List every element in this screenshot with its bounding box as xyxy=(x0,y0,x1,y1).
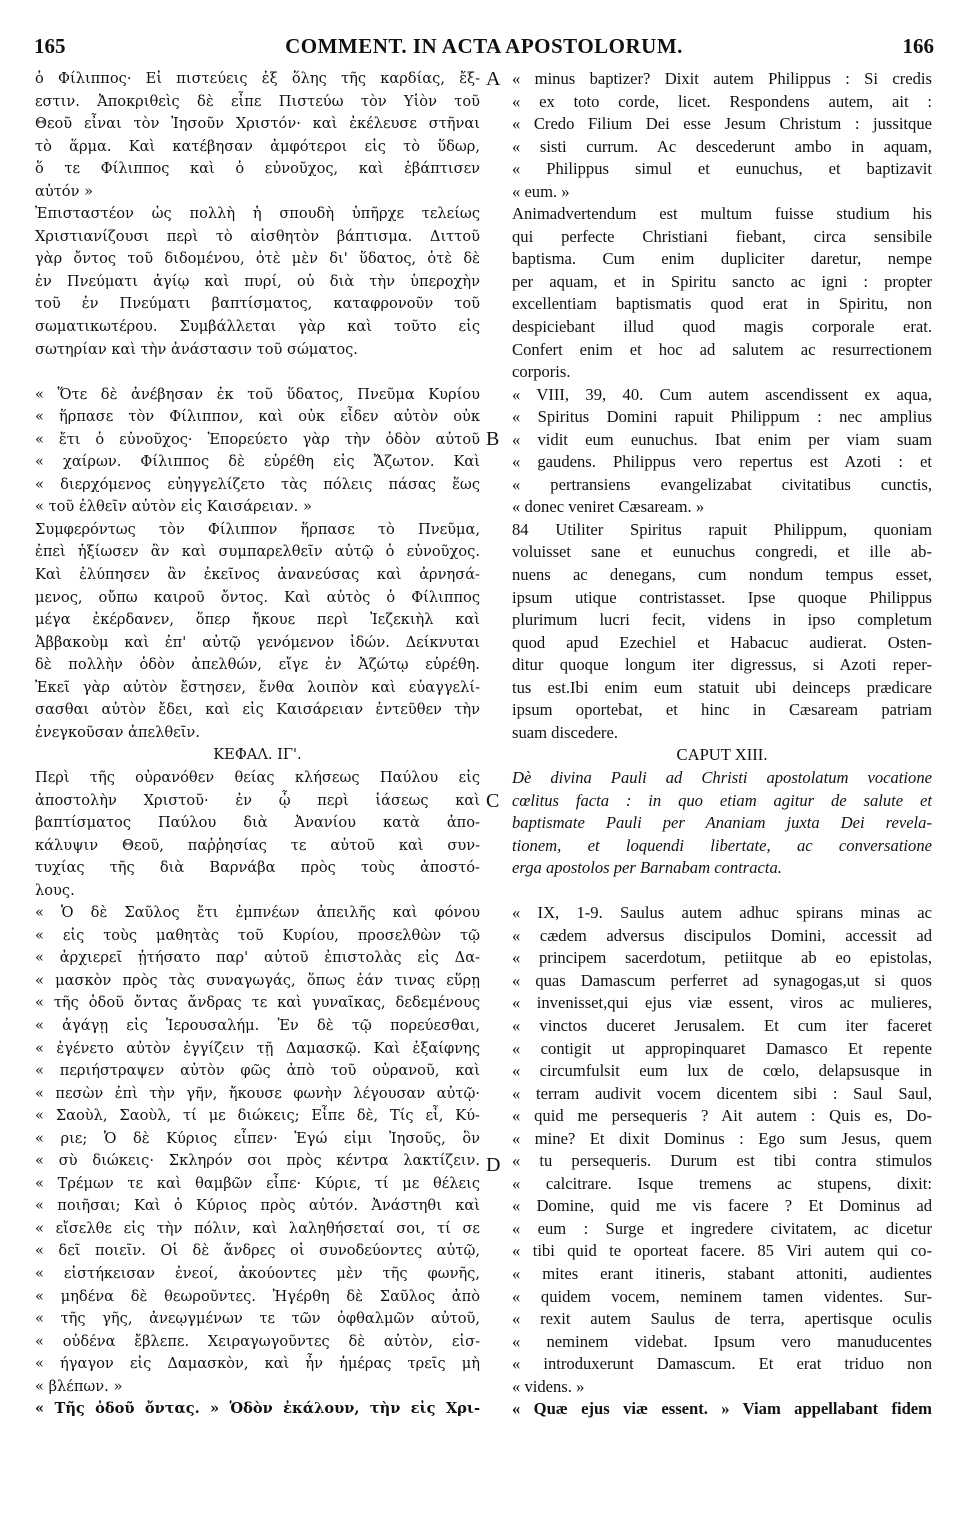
text-line: « cædem adversus discipulos Domini, accessit ad xyxy=(512,925,932,945)
text-line: « σὺ διώκεις· Σκληρόν σοι πρὸς κέντρα λακτίζειν. xyxy=(35,1152,480,1170)
text-line: « VIII, 39, 40. Cum autem ascendissent ex aqua, xyxy=(512,384,932,404)
text-line: excellentiam baptismatis quod erat in Spiritu, non xyxy=(512,294,932,314)
text-line: « circumfulsit eum lux de cœlo, delapsusque in xyxy=(512,1061,932,1081)
text-line: voluisset sane et eunuchus congredi, et ille ab- xyxy=(512,542,932,562)
text-line: « Ὁ δὲ Σαῦλος ἔτι ἐμπνέων ἀπειλῆς καὶ φόνου xyxy=(35,904,480,922)
text-line: « ἥρπασε τὸν Φίλιππον, καὶ οὐκ εἶδεν αὐτὸν οὐκ xyxy=(35,408,480,426)
text-line: « εἱστήκεισαν ἐνεοί, ἀκούοντες μὲν τῆς φωνῆς, xyxy=(35,1264,480,1282)
text-line: Ἐπισταστέον ὡς πολλὴ ἡ σπουδὴ ὑπῆρχε τελείως xyxy=(35,205,480,223)
text-line: « δεῖ ποιεῖν. Οἱ δὲ ἄνδρες οἱ συνοδεύοντες αὐτῷ, xyxy=(35,1242,480,1260)
text-line: « neminem videbat. Ipsum vero manuducentes xyxy=(512,1331,932,1351)
text-line: « terram audivit vocem dicentem sibi : Saul Saul, xyxy=(512,1083,932,1103)
text-line: « Spiritus Domini rapuit Philippum : nec amplius xyxy=(512,407,932,427)
text-line: « ριε; Ὁ δὲ Κύριος εἶπεν· Ἐγώ εἰμι Ἰησοῦς, ὃν xyxy=(35,1129,480,1147)
text-line: « Ὅτε δὲ ἀνέβησαν ἐκ τοῦ ὕδατος, Πνεῦμα Κυρίου xyxy=(35,385,480,403)
text-line: « Domine, quid me vis facere ? Et Dominus ad xyxy=(512,1196,932,1216)
text-line: Ἀββακοὺμ καὶ ἐπ' αὐτῷ γενόμενον ἰδών. Δείκνυται xyxy=(35,633,480,651)
text-line: Καὶ ἐλύπησεν ἂν ἐκεῖνος ἀνανεύσας καὶ ἀρνησά- xyxy=(35,566,480,584)
text-line: Περὶ τῆς οὐρανόθεν θείας κλήσεως Παύλου εἰς xyxy=(35,768,480,786)
text-line: per aquam, et in Spiritu sancto ac igni : propter xyxy=(512,271,932,291)
text-line: « βλέπων. » xyxy=(35,1377,123,1395)
text-line: « οὐδένα ἔβλεπε. Χειραγωγοῦντες δὲ αὐτὸν, εἰσ- xyxy=(35,1332,480,1350)
chapter-summary-line: cœlitus facta : in quo etiam agitur de salute et xyxy=(512,790,932,810)
running-title: COMMENT. IN ACTA APOSTOLORUM. xyxy=(285,34,683,58)
running-header xyxy=(34,34,934,68)
text-line: « rexit autem Saulus de terra, apertisque oculis xyxy=(512,1309,932,1329)
text-line: « Credo Filium Dei esse Jesum Christum : jussitque xyxy=(512,114,932,134)
text-line: « videns. » xyxy=(512,1376,585,1396)
text-line: qui perfecte Christiani fiebant, circa sensibile xyxy=(512,226,932,246)
text-line: Χριστιανίζουσι περὶ τὸ αἰσθητὸν βάπτισμα. Διττοῦ xyxy=(35,227,480,245)
text-line: nuens ac denegans, cum nondum tempus esset, xyxy=(512,565,932,585)
text-line: « Σαοὺλ, Σαοὺλ, τί με διώκεις; Εἶπε δὲ, Τίς εἶ, Κύ- xyxy=(35,1107,480,1125)
text-line: κάλυψιν Θεοῦ, παῤῥησίας τε αὐτοῦ καὶ συν- xyxy=(35,836,480,854)
text-line: ἐν Πνεύματι ἁγίῳ καὶ πυρί, οὐ διὰ τὴν ὑπεροχὴν xyxy=(35,272,480,290)
chapter-summary-line: baptismate Pauli per Ananiam juxta Dei revela- xyxy=(512,813,932,833)
text-line: « εἴσελθε εἰς τὴν πόλιν, καὶ λαληθήσεταί σοι, τί σε xyxy=(35,1219,480,1237)
text-line: « principem sacerdotum, petiitque ab eo epistolas, xyxy=(512,948,932,968)
text-line: « ἐγένετο αὐτὸν ἐγγίζειν τῇ Δαμασκῷ. Καὶ ἐξαίφνης xyxy=(35,1039,480,1057)
text-line: « quidem vocem, neminem tamen videntes. Sur- xyxy=(512,1286,932,1306)
text-line: « Τρέμων τε καὶ θαμβῶν εἶπε· Κύριε, τί με θέλεις xyxy=(35,1174,480,1192)
text-line: « pertransiens evangelizabat civitatibus cunctis, xyxy=(512,474,932,494)
text-line: tus est.Ibi enim eum statuit ubi deinceps prædicare xyxy=(512,677,932,697)
margin-letter-c: C xyxy=(486,790,500,812)
text-line: « minus baptizer? Dixit autem Philippus : Si credis xyxy=(512,69,932,88)
text-line: Θεοῦ εἶναι τὸν Ἰησοῦν Χριστόν· καὶ ἐκέλευσε στῆναι xyxy=(35,115,480,133)
text-line: 84 Utiliter Spiritus rapuit Philippum, quoniam xyxy=(512,519,932,539)
text-line: « mites erant itineris, stabant attoniti, audientes xyxy=(512,1263,932,1283)
text-line: « τῆς γῆς, ἀνεῳγμένων τε τῶν ὀφθαλμῶν αὐτοῦ, xyxy=(35,1310,480,1328)
text-line: « ἔτι ὁ εὐνοῦχος· Ἐπορεύετο γὰρ τὴν ὁδὸν αὐτοῦ xyxy=(35,430,480,448)
text-line: « invenisset,qui ejus viæ essent, viros ac mulieres, xyxy=(512,993,932,1013)
text-line: « διερχόμενος εὐηγγελίζετο τὰς πόλεις πάσας ἕως xyxy=(35,475,480,493)
text-line: « τῆς ὁδοῦ ὄντας ἄνδρας τε καὶ γυναῖκας, δεδεμένους xyxy=(35,994,480,1012)
page-number-left: 165 xyxy=(34,34,66,58)
chapter-heading: ΚΕΦΑΛ. ΙΓ'. xyxy=(213,746,302,764)
text-line: ὁ Φίλιππος· Εἰ πιστεύεις ἐξ ὅλης τῆς καρδίας, ἔξ- xyxy=(35,70,480,87)
text-line: Ἐκεῖ γὰρ αὐτὸν ἔστησεν, ἔνθα λοιπὸν καὶ εὐαγγελί- xyxy=(35,678,480,696)
text-line: ditur quoque longum iter digressus, si Azoti reper- xyxy=(512,655,932,675)
text-line xyxy=(512,880,932,903)
text-line: « πεσὼν ἐπὶ τὴν γῆν, ἤκουσε φωνὴν λέγουσαν αὐτῷ· xyxy=(35,1084,480,1102)
text-line: « tu persequeris. Durum est tibi contra stimulos xyxy=(512,1151,932,1171)
text-line: « μηδένα δὲ θεωροῦντες. Ἠγέρθη δὲ Σαῦλος ἀπὸ xyxy=(35,1287,480,1305)
text-line: ἐπεὶ ἠξίωσεν ἂν καὶ συμπαρελθεῖν αὐτῷ ὁ εὐνοῦχος. xyxy=(35,543,480,561)
text-line: γὰρ ὄντος τοῦ διδομένου, ὁτὲ μὲν δι' ὕδατος, ὁτὲ δὲ xyxy=(35,250,480,268)
text-line: Animadvertendum est multum fuisse studium his xyxy=(512,204,932,224)
text-line: « vinctos duceret Jerusalem. Et cum iter faceret xyxy=(512,1015,932,1035)
text-line: « μασκὸν πρὸς τὰς συναγωγάς, ὅπως ἐάν τινας εὕρῃ xyxy=(35,971,480,989)
text-line: baptisma. Cum enim dupliciter daretur, nempe xyxy=(512,249,932,269)
text-line: « Quæ ejus viæ essent. » Viam appellabant fidem xyxy=(512,1399,932,1419)
text-line: « εἰς τοὺς μαθητὰς τοῦ Κυρίου, προσελθὼν τῷ xyxy=(35,926,480,944)
text-line: σωματικωτέρου. Συμβάλλεται γὰρ καὶ τοῦτο εἰς xyxy=(35,318,480,336)
text-line: τοῦ ἐν Πνεύματι βαπτίσματος, καταφρονοῦν τοῦ xyxy=(35,295,480,313)
text-line: « χαίρων. Φίλιππος δὲ εὑρέθη εἰς Ἄζωτον. Καὶ xyxy=(35,453,480,471)
text-line: suam discedere. xyxy=(512,722,618,742)
text-line: « περιήστραψεν αὐτὸν φῶς ἀπὸ τοῦ οὐρανοῦ, καὶ xyxy=(35,1062,480,1080)
text-line: « mine? Et dixit Dominus : Ego sum Jesus, quem xyxy=(512,1128,932,1148)
margin-letter-b: B xyxy=(486,428,500,450)
text-line: ἐνεγκοῦσαν ἀπελθεῖν. xyxy=(35,723,200,741)
text-line xyxy=(35,361,480,384)
greek-column xyxy=(35,68,480,1421)
text-line: σωτηρίαν καὶ τὴν ἀνάστασιν τοῦ σώματος. xyxy=(35,340,358,358)
text-line: « vidit eum eunuchus. Ibat enim per viam suam xyxy=(512,429,932,449)
text-line: σασθαι αὐτὸν ἔδει, καὶ εἰς Καισάρειαν ἐντεῦθεν τὴν xyxy=(35,701,480,719)
text-line: « calcitrare. Isque tremens ac stupens, dixit: xyxy=(512,1173,932,1193)
text-line: βαπτίσματος Παύλου διὰ Ἀνανίου κατὰ ἀπο- xyxy=(35,814,480,832)
text-line: « Τῆς ὁδοῦ ὄντας. » Ὁδὸν ἐκάλουν, τὴν εἰς Χρι- xyxy=(35,1400,480,1418)
margin-letter-d: D xyxy=(486,1154,501,1176)
text-line: ipsum oportebat, et hinc in Cæsaream patriam xyxy=(512,700,932,720)
text-line: αὐτόν » xyxy=(35,182,94,200)
text-line: « Philippus simul et eunuchus, et baptizavit xyxy=(512,159,932,179)
text-line: « τοῦ ἐλθεῖν αὐτὸν εἰς Καισάρειαν. » xyxy=(35,498,312,516)
chapter-heading: CAPUT XIII. xyxy=(676,745,768,765)
text-line: « contigit ut appropinquaret Damasco Et repente xyxy=(512,1038,932,1058)
text-line: quod apud Ezechiel et Habacuc audierat. Osten- xyxy=(512,632,932,652)
latin-column xyxy=(512,68,932,1421)
text-line: « tibi quid te oporteat facere. 85 Viri autem qui co- xyxy=(512,1241,932,1261)
text-line: « quas Damascum perferret ad synagogas,ut si quos xyxy=(512,970,932,990)
text-line: « ἀγάγῃ εἰς Ἱερουσαλήμ. Ἐν δὲ τῷ πορεύεσθαι, xyxy=(35,1016,480,1034)
chapter-summary-line: tionem, et loquendi libertate, ac conversatione xyxy=(512,835,932,855)
text-line: μέγα ἐκέρδανεν, ὅπερ ἤκουε περὶ Ἰεζεκιὴλ καὶ xyxy=(35,611,480,629)
text-line: μενος, οὔπω καιροῦ ὄντος. Καὶ αὐτὸς ὁ Φίλιππος xyxy=(35,588,480,606)
margin-letter-a: A xyxy=(486,68,501,90)
chapter-summary-line: Dè divina Pauli ad Christi apostolatum vocatione xyxy=(512,767,932,787)
text-line: « donec veniret Cæsaream. » xyxy=(512,497,705,517)
text-line: ipsum utique contristasset. Ipse quoque Philippus xyxy=(512,587,932,607)
text-line: « sisti currum. Ac descederunt ambo in aquam, xyxy=(512,136,932,156)
text-line: Συμφερόντως τὸν Φίλιππον ἥρπασε τὸ Πνεῦμα, xyxy=(35,520,480,538)
text-line: « quid me persequeris ? Ait autem : Quis es, Do- xyxy=(512,1106,932,1126)
text-line: λους. xyxy=(35,881,75,899)
text-line: τυχίας τῆς διὰ Βαρνάβα πρὸς τοὺς ἀποστό- xyxy=(35,859,480,877)
text-line: τὸ ἅρμα. Καὶ κατέβησαν ἀμφότεροι εἰς τὸ ὕδωρ, xyxy=(35,137,480,155)
text-line: δὲ πολλὴν ὁδὸν ἀπελθών, εἴγε ἐν Ἀζώτῳ εὑρέθη. xyxy=(35,656,480,674)
text-line: « ἀρχιερεῖ ᾐτήσατο παρ' αὐτοῦ ἐπιστολὰς εἰς Δα- xyxy=(35,949,480,967)
text-line: despiciebant illud quod magis corporale erat. xyxy=(512,317,932,337)
text-line: « ήγαγον εἰς Δαμασκὸν, καὶ ἦν ἡμέρας τρεῖς μὴ xyxy=(35,1355,480,1373)
text-line: εστιν. Ἀποκριθεὶς δὲ εἶπε Πιστεύω τὸν Υἱὸν τοῦ xyxy=(35,92,480,110)
text-line: « IX, 1-9. Saulus autem adhuc spirans minas ac xyxy=(512,903,932,923)
text-line: Confert enim et hoc ad salutem ac resurrectionem xyxy=(512,339,932,359)
text-line: ὅ τε Φίλιππος καὶ ὁ εὐνοῦχος, καὶ ἐβάπτισεν xyxy=(35,160,480,178)
text-line: « introduxerunt Damascum. Et erat triduo non xyxy=(512,1354,932,1374)
chapter-summary-line: erga apostolos per Barnabam contracta. xyxy=(512,858,782,878)
text-line: « ποιῆσαι; Καὶ ὁ Κύριος πρὸς αὐτόν. Ἀνάστηθι καὶ xyxy=(35,1197,480,1215)
text-line: corporis. xyxy=(512,362,571,382)
page-number-right: 166 xyxy=(902,34,934,58)
text-line: plurimum lucri fecit, videns in ipso completum xyxy=(512,610,932,630)
text-line: « eum. » xyxy=(512,181,570,201)
text-line: « gaudens. Philippus vero repertus est Azoti : et xyxy=(512,452,932,472)
text-line: « eum : Surge et ingredere civitatem, ac dicetur xyxy=(512,1218,932,1238)
text-line: ἀποστολὴν Χριστοῦ· ἐν ᾧ περὶ ἰάσεως καὶ xyxy=(35,791,480,809)
text-line: « ex toto corde, licet. Respondens autem, ait : xyxy=(512,91,932,111)
